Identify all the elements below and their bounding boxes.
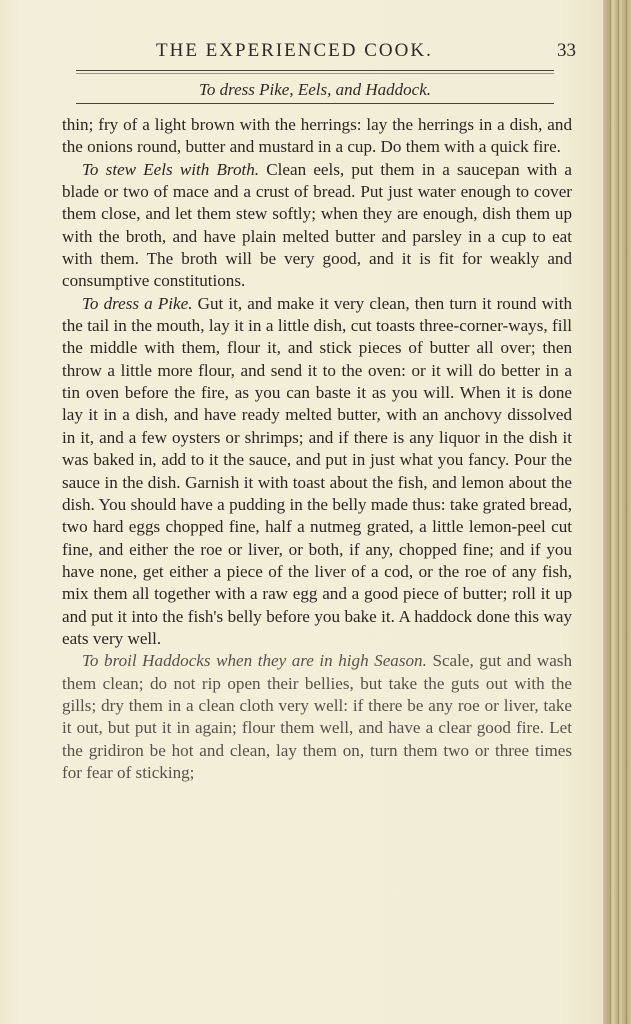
header-rule (76, 70, 554, 71)
gutter-line (626, 0, 627, 1024)
paragraph-text: Scale, gut and wash them clean; do not rip open their bellies, but take the guts out with the gills; dry them in a clean cloth very well: if there be any roe or liver, take it out, but put it in again; flour them well, and have a clear good fire. Let the gridiron be hot and clean, lay them on, turn them two or three times for fear of sticking; (62, 651, 573, 782)
recipe-title: To stew Eels with Broth. (82, 159, 260, 179)
paragraph (62, 650, 572, 784)
recipe-title: To broil Haddocks when they are in high Season. (82, 651, 427, 671)
paragraph (62, 159, 572, 293)
page-header (96, 40, 576, 66)
heading-rule (76, 103, 554, 104)
paragraph-text: Gut it, and make it very clean, then turn it round with the tail in the mouth, lay it in a little dish, cut toasts three-corner-ways, fill the middle with them, flour it, and stick pieces of butter all over; then throw a little more flour, and send it to the oven: or it will do better in a tin oven before the fire, as you can baste it as you will. When it is done lay it in a dish, and have ready melted butter, with an anchovy dissolved in it, and a few oysters or shrimps; and if there is any liquor in the dish it was baked in, add to it the sauce, and put in just what you fancy. Pour the sauce in the dish. Garnish it with toast about the fish, and lemon about the dish. You should have a pudding in the belly made thus: take grated bread, two hard eggs chopped fine, half a nutmeg grated, a little lemon-peel cut fine, and either the roe or liver, or both, if any, chopped fine; and if you have none, get either a piece of the liver of a cod, or the roe of any fish, mix them all together with a raw egg and a good piece of butter; roll it up and put it into the fish's belly before you bake it. A haddock done this way eats very well. (62, 293, 572, 648)
paragraph (62, 293, 572, 651)
gutter-line (610, 0, 611, 1024)
paragraph-text: Clean eels, put them in a saucepan with a blade or two of mace and a crust of bread. Put just water enough to cover them close, and let them stew softly; when they are enough, dish them up with the broth, and have plain melted butter and parsley in a cup to eat with them. The broth will be very good, and it is fit for weakly and consumptive constitutions. (62, 159, 572, 291)
header-rule-thin (76, 73, 554, 74)
recipe-title: To dress a Pike. (82, 293, 193, 313)
running-title: THE EXPERIENCED COOK. (156, 40, 433, 61)
gutter-line (618, 0, 619, 1024)
page-gutter (603, 0, 631, 1024)
section-heading: To dress Pike, Eels, and Haddock. (199, 80, 431, 99)
body-text (62, 114, 572, 784)
paragraph-text: thin; fry of a light brown with the herrings: lay the herrings in a dish, and the onions round, butter and mustard in a cup. Do them with a quick fire. (62, 115, 572, 157)
page-number: 33 (557, 40, 576, 61)
paragraph (62, 114, 572, 159)
